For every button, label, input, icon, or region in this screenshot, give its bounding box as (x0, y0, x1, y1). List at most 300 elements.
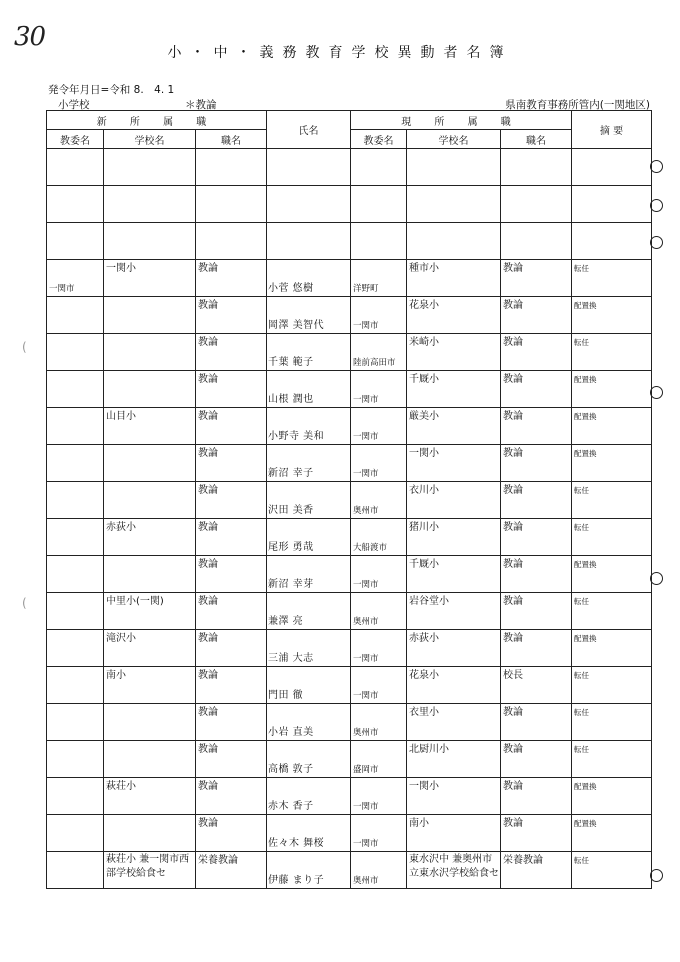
summary-cell (572, 778, 652, 815)
current-school-text: 花泉小 (409, 670, 439, 681)
header-new-affiliation: 新 所 属 職 (47, 111, 267, 130)
summary-cell (572, 223, 652, 260)
new-school-text: 萩荘小 (106, 781, 136, 792)
new-board-cell (47, 519, 104, 556)
current-board-cell (351, 445, 407, 482)
current-position-text: 教論 (503, 485, 523, 496)
name-text: 小菅 悠樹 (268, 283, 314, 294)
current-board-text: 一関市 (353, 469, 379, 479)
summary-text: 配置換 (574, 412, 597, 421)
new-position-text: 教論 (198, 374, 218, 385)
current-school-cell (407, 667, 501, 704)
current-board-cell (351, 852, 407, 889)
current-position-text: 教論 (503, 633, 523, 644)
new-school-text: 一関小 (106, 263, 136, 274)
current-position-text: 教論 (503, 596, 523, 607)
table-row (47, 704, 652, 741)
summary-text: 配置換 (574, 449, 597, 458)
name-text: 新沼 幸子 (268, 468, 314, 479)
school-category: 小学校 (58, 99, 90, 111)
summary-text: 転任 (574, 745, 589, 754)
current-position-cell (501, 223, 572, 260)
summary-text: 転任 (574, 486, 589, 495)
new-school-cell (104, 223, 196, 260)
table-row (47, 778, 652, 815)
header-current-school: 学校名 (407, 130, 501, 149)
summary-cell (572, 630, 652, 667)
new-school-cell (104, 852, 196, 889)
new-school-cell (104, 593, 196, 630)
page-title: 小・中・義務教育学校異動者名簿 (167, 45, 513, 61)
new-board-cell (47, 371, 104, 408)
summary-cell (572, 260, 652, 297)
current-school-text: 東水沢中 兼奥州市立東水沢学校給食セ (409, 854, 499, 879)
new-board-cell (47, 778, 104, 815)
new-school-cell (104, 260, 196, 297)
table-row (47, 260, 652, 297)
header-new-school: 学校名 (104, 130, 196, 149)
current-school-cell (407, 519, 501, 556)
name-text: 尾形 勇哉 (268, 542, 314, 553)
name-cell (267, 445, 351, 482)
current-board-cell (351, 482, 407, 519)
current-school-cell (407, 741, 501, 778)
current-school-cell (407, 704, 501, 741)
current-school-cell (407, 630, 501, 667)
table-row (47, 630, 652, 667)
current-board-text: 一関市 (353, 839, 379, 849)
table-row (47, 815, 652, 852)
summary-text: 転任 (574, 671, 589, 680)
summary-cell (572, 667, 652, 704)
current-position-text: 教論 (503, 337, 523, 348)
current-school-cell (407, 223, 501, 260)
current-school-text: 千厩小 (409, 559, 439, 570)
table-row (47, 371, 652, 408)
current-position-cell (501, 519, 572, 556)
current-board-cell (351, 815, 407, 852)
name-text: 小岩 直美 (268, 727, 314, 738)
summary-cell (572, 519, 652, 556)
summary-cell (572, 704, 652, 741)
table-row (47, 223, 652, 260)
name-cell (267, 260, 351, 297)
new-position-cell (196, 334, 267, 371)
header-current-position: 職名 (501, 130, 572, 149)
current-position-cell (501, 408, 572, 445)
header-name: 氏名 (267, 111, 351, 149)
table-row (47, 297, 652, 334)
summary-text: 配置換 (574, 819, 597, 828)
current-school-text: 花泉小 (409, 300, 439, 311)
current-position-cell (501, 741, 572, 778)
current-board-cell (351, 260, 407, 297)
new-position-text: 教論 (198, 485, 218, 496)
new-position-text: 教論 (198, 596, 218, 607)
summary-text: 配置換 (574, 634, 597, 643)
summary-cell (572, 556, 652, 593)
current-board-text: 盛岡市 (353, 765, 379, 775)
current-school-text: 北厨川小 (409, 744, 449, 755)
name-cell (267, 519, 351, 556)
summary-cell (572, 297, 652, 334)
new-position-cell (196, 297, 267, 334)
current-school-cell (407, 778, 501, 815)
current-school-cell (407, 408, 501, 445)
current-board-cell (351, 778, 407, 815)
header-current-board: 教委名 (351, 130, 407, 149)
new-board-cell (47, 630, 104, 667)
current-position-text: 教論 (503, 263, 523, 274)
new-board-cell (47, 445, 104, 482)
summary-text: 転任 (574, 856, 589, 865)
name-text: 千葉 範子 (268, 357, 314, 368)
table-row (47, 482, 652, 519)
current-school-cell (407, 371, 501, 408)
new-school-text: 南小 (106, 670, 126, 681)
new-board-cell (47, 408, 104, 445)
name-cell (267, 852, 351, 889)
new-position-text: 教論 (198, 559, 218, 570)
current-board-text: 奥州市 (353, 506, 379, 516)
new-position-cell (196, 593, 267, 630)
summary-cell (572, 815, 652, 852)
summary-text: 配置換 (574, 301, 597, 310)
current-board-cell (351, 667, 407, 704)
current-position-cell (501, 667, 572, 704)
new-school-cell (104, 482, 196, 519)
current-position-text: 教論 (503, 374, 523, 385)
current-board-text: 奥州市 (353, 728, 379, 738)
current-position-text: 教論 (503, 818, 523, 829)
name-text: 山根 潤也 (268, 394, 314, 405)
new-school-cell (104, 704, 196, 741)
summary-cell (572, 593, 652, 630)
new-position-cell (196, 556, 267, 593)
current-board-text: 一関市 (353, 321, 379, 331)
name-text: 三浦 大志 (268, 653, 314, 664)
current-position-cell (501, 149, 572, 186)
new-position-text: 教論 (198, 337, 218, 348)
new-board-cell (47, 149, 104, 186)
name-text: 岡澤 美智代 (268, 320, 325, 331)
current-school-text: 一関小 (409, 781, 439, 792)
current-position-cell (501, 852, 572, 889)
summary-text: 転任 (574, 708, 589, 717)
new-position-text: 教論 (198, 411, 218, 422)
new-board-cell (47, 741, 104, 778)
new-position-cell (196, 149, 267, 186)
name-cell (267, 408, 351, 445)
current-position-cell (501, 260, 572, 297)
new-position-text: 教論 (198, 744, 218, 755)
name-text: 高橋 敦子 (268, 764, 314, 775)
current-board-text: 洋野町 (353, 284, 379, 294)
new-board-text: 一関市 (49, 284, 75, 294)
current-board-cell (351, 556, 407, 593)
binder-hole (650, 572, 663, 585)
new-school-cell (104, 815, 196, 852)
current-board-cell (351, 741, 407, 778)
current-position-cell (501, 445, 572, 482)
name-text: 赤木 香子 (268, 801, 314, 812)
new-position-cell (196, 445, 267, 482)
name-cell (267, 630, 351, 667)
new-school-cell (104, 149, 196, 186)
current-board-cell (351, 519, 407, 556)
new-board-cell (47, 556, 104, 593)
current-board-cell (351, 223, 407, 260)
name-cell (267, 297, 351, 334)
table-row (47, 408, 652, 445)
summary-text: 配置換 (574, 560, 597, 569)
new-board-cell (47, 704, 104, 741)
current-school-cell (407, 445, 501, 482)
name-cell (267, 186, 351, 223)
table-row (47, 445, 652, 482)
current-position-text: 教論 (503, 522, 523, 533)
current-board-cell (351, 704, 407, 741)
current-position-cell (501, 704, 572, 741)
summary-text: 転任 (574, 523, 589, 532)
current-position-cell (501, 556, 572, 593)
current-board-cell (351, 334, 407, 371)
new-school-cell (104, 667, 196, 704)
new-school-cell (104, 778, 196, 815)
summary-cell (572, 482, 652, 519)
new-board-cell (47, 667, 104, 704)
table-row (47, 186, 652, 223)
new-school-cell (104, 556, 196, 593)
current-position-cell (501, 778, 572, 815)
current-position-cell (501, 371, 572, 408)
new-board-cell (47, 297, 104, 334)
current-board-cell (351, 371, 407, 408)
transfer-table (46, 110, 652, 889)
name-cell (267, 778, 351, 815)
name-text: 小野寺 美和 (268, 431, 325, 442)
new-school-cell (104, 371, 196, 408)
new-school-text: 滝沢小 (106, 633, 136, 644)
current-school-cell (407, 556, 501, 593)
new-position-text: 教論 (198, 670, 218, 681)
new-board-cell (47, 482, 104, 519)
name-text: 沢田 美香 (268, 505, 314, 516)
new-board-cell (47, 815, 104, 852)
new-school-cell (104, 334, 196, 371)
new-school-cell (104, 297, 196, 334)
new-position-text: 教論 (198, 818, 218, 829)
table-row (47, 149, 652, 186)
binder-hole (650, 869, 663, 882)
current-board-text: 一関市 (353, 802, 379, 812)
current-school-cell (407, 815, 501, 852)
name-cell (267, 482, 351, 519)
new-position-cell (196, 778, 267, 815)
new-position-cell (196, 223, 267, 260)
summary-cell (572, 408, 652, 445)
name-cell (267, 223, 351, 260)
new-board-cell (47, 593, 104, 630)
current-school-cell (407, 852, 501, 889)
name-cell (267, 593, 351, 630)
new-board-cell (47, 334, 104, 371)
new-school-cell (104, 445, 196, 482)
current-school-cell (407, 593, 501, 630)
new-position-cell (196, 741, 267, 778)
new-position-text: 教論 (198, 300, 218, 311)
current-board-cell (351, 630, 407, 667)
current-position-cell (501, 186, 572, 223)
current-position-cell (501, 482, 572, 519)
new-position-text: 教論 (198, 781, 218, 792)
summary-text: 転任 (574, 338, 589, 347)
current-school-text: 米崎小 (409, 337, 439, 348)
new-position-text: 栄養教論 (198, 855, 238, 866)
new-board-cell (47, 260, 104, 297)
new-position-text: 教論 (198, 522, 218, 533)
current-position-text: 教論 (503, 448, 523, 459)
current-board-text: 一関市 (353, 432, 379, 442)
summary-cell (572, 149, 652, 186)
current-position-cell (501, 815, 572, 852)
summary-text: 転任 (574, 597, 589, 606)
name-cell (267, 149, 351, 186)
summary-text: 配置換 (574, 782, 597, 791)
table-row (47, 334, 652, 371)
summary-cell (572, 186, 652, 223)
current-school-cell (407, 334, 501, 371)
current-board-cell (351, 297, 407, 334)
page-number: 30 (14, 22, 46, 52)
current-position-text: 教論 (503, 707, 523, 718)
current-school-cell (407, 297, 501, 334)
current-board-text: 一関市 (353, 654, 379, 664)
header-current-affiliation: 現 所 属 職 (351, 111, 572, 130)
current-position-text: 教論 (503, 781, 523, 792)
new-position-cell (196, 852, 267, 889)
new-position-cell (196, 482, 267, 519)
table-row (47, 593, 652, 630)
new-position-text: 教論 (198, 707, 218, 718)
summary-cell (572, 334, 652, 371)
current-school-cell (407, 186, 501, 223)
current-school-text: 南小 (409, 818, 429, 829)
new-position-cell (196, 704, 267, 741)
summary-cell (572, 852, 652, 889)
new-board-cell (47, 223, 104, 260)
new-school-text: 山目小 (106, 411, 136, 422)
current-school-cell (407, 260, 501, 297)
current-board-cell (351, 408, 407, 445)
new-school-cell (104, 741, 196, 778)
name-text: 兼澤 亮 (268, 616, 304, 627)
new-position-cell (196, 667, 267, 704)
new-position-text: 教論 (198, 263, 218, 274)
name-cell (267, 815, 351, 852)
current-school-text: 厳美小 (409, 411, 439, 422)
new-position-cell (196, 371, 267, 408)
binder-hole (650, 236, 663, 249)
new-school-cell (104, 519, 196, 556)
name-cell (267, 741, 351, 778)
name-cell (267, 371, 351, 408)
new-position-text: 教論 (198, 633, 218, 644)
summary-cell (572, 445, 652, 482)
name-cell (267, 556, 351, 593)
new-school-text: 赤荻小 (106, 522, 136, 533)
current-position-cell (501, 593, 572, 630)
scan-mark: ( (22, 340, 27, 354)
table-row (47, 519, 652, 556)
current-school-cell (407, 482, 501, 519)
binder-hole (650, 199, 663, 212)
new-position-cell (196, 260, 267, 297)
current-school-cell (407, 149, 501, 186)
current-school-text: 衣里小 (409, 707, 439, 718)
current-position-text: 教論 (503, 559, 523, 570)
summary-text: 配置換 (574, 375, 597, 384)
district-label: 県南教育事務所管内(一関地区) (505, 99, 650, 111)
name-cell (267, 667, 351, 704)
issue-date: 発令年月日=令和 8. 4. 1 (48, 84, 175, 96)
binder-hole (650, 160, 663, 173)
current-position-text: 教論 (503, 411, 523, 422)
new-school-text: 中里小(一関) (106, 596, 164, 607)
name-text: 門田 徹 (268, 690, 304, 701)
new-position-cell (196, 408, 267, 445)
name-cell (267, 704, 351, 741)
current-school-text: 衣川小 (409, 485, 439, 496)
new-position-cell (196, 630, 267, 667)
current-board-text: 奥州市 (353, 617, 379, 627)
new-position-cell (196, 815, 267, 852)
current-position-cell (501, 630, 572, 667)
name-text: 佐々木 舞桜 (268, 838, 325, 849)
header-summary: 摘 要 (572, 111, 652, 149)
current-board-text: 一関市 (353, 580, 379, 590)
current-board-cell (351, 149, 407, 186)
new-board-cell (47, 186, 104, 223)
summary-cell (572, 371, 652, 408)
job-type: ＊教論 (185, 99, 217, 111)
new-board-cell (47, 852, 104, 889)
current-board-text: 一関市 (353, 395, 379, 405)
header-new-board: 教委名 (47, 130, 104, 149)
summary-text: 転任 (574, 264, 589, 273)
new-school-cell (104, 186, 196, 223)
name-cell (267, 334, 351, 371)
current-school-text: 一関小 (409, 448, 439, 459)
new-position-cell (196, 519, 267, 556)
current-position-cell (501, 297, 572, 334)
header-new-position: 職名 (196, 130, 267, 149)
current-position-text: 教論 (503, 744, 523, 755)
current-position-text: 校長 (503, 670, 523, 681)
table-row (47, 741, 652, 778)
current-board-text: 一関市 (353, 691, 379, 701)
new-position-cell (196, 186, 267, 223)
current-position-text: 栄養教論 (503, 855, 543, 866)
current-school-text: 種市小 (409, 263, 439, 274)
summary-cell (572, 741, 652, 778)
table-row (47, 667, 652, 704)
current-board-cell (351, 593, 407, 630)
current-school-text: 千厩小 (409, 374, 439, 385)
new-position-text: 教論 (198, 448, 218, 459)
current-school-text: 猪川小 (409, 522, 439, 533)
current-board-text: 奥州市 (353, 876, 379, 886)
